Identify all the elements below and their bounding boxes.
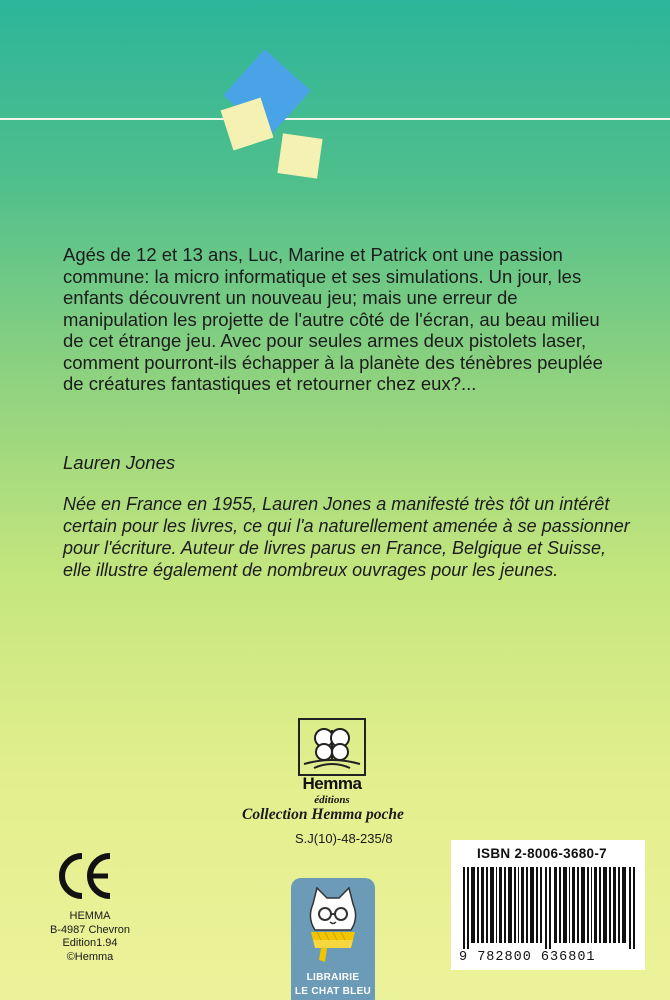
imprint-line: B-4987 Chevron	[49, 923, 131, 936]
bookstore-sticker	[291, 878, 375, 1000]
ce-mark	[58, 850, 114, 902]
catalog-reference: S.J(10)-48-235/8	[295, 831, 393, 846]
logo-name: Hemma	[302, 774, 362, 793]
cat-icon	[303, 886, 363, 966]
imprint-block	[40, 910, 140, 964]
barcode-icon	[461, 867, 637, 949]
imprint-line: HEMMA	[69, 910, 111, 922]
book-blurb: Agés de 12 et 13 ans, Luc, Marine et Patrick ont une passion commune: la micro informatique et ses simulations. Un jour, les enfants découvrent un nouveau jeu; mais une erreur de manipulation les projette de l'autre côté de l'écran, au beau milieu de cet étrange jeu. Avec pour seules armes deux pistolets laser, comment pourront-ils échapper à la planète des ténèbres peuplée de créatures fantastiques et retourner chez eux?...	[63, 244, 603, 394]
yellow-square-decoration-2	[277, 133, 322, 178]
author-name: Lauren Jones	[63, 452, 176, 473]
top-rule	[0, 118, 670, 120]
sticker-line-2: LE CHAT BLEU	[294, 986, 372, 997]
logo-subtitle: éditions	[314, 794, 350, 806]
barcode-panel	[451, 840, 645, 970]
isbn-label: ISBN 2-8006-3680-7	[477, 846, 607, 861]
publisher-logo	[296, 716, 368, 808]
clover-icon	[298, 718, 366, 776]
imprint-line: Edition1.94	[62, 937, 118, 949]
sticker-line-1: LIBRAIRIE	[306, 972, 360, 983]
author-bio: Née en France en 1955, Lauren Jones a manifesté très tôt un intérêt certain pour les livres, ce qui l'a naturellement amenée à se passionner pour l'écriture. Auteur de livres parus en France, Belgique et Suisse, elle illustre également de nombreux ouvrages pour les jeunes.	[63, 494, 630, 580]
ean-digits: 9 782800 636801	[459, 950, 596, 965]
collection-name: Collection Hemma poche	[242, 806, 404, 823]
imprint-line: ©Hemma	[66, 950, 114, 963]
